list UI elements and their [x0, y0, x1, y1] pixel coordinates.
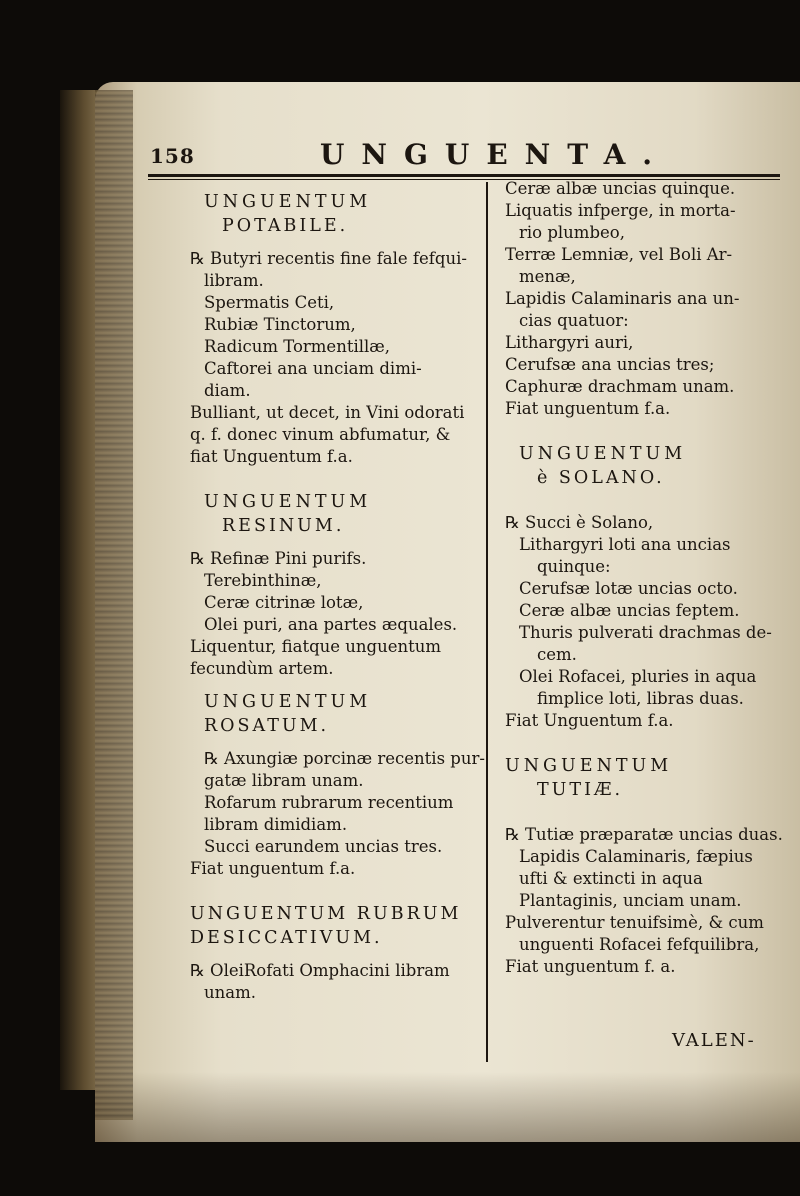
- text-line: Cerufsæ lotæ uncias octo.: [519, 579, 738, 598]
- section-heading: UNGUENTUM: [519, 444, 687, 464]
- text-line: Ceræ albæ uncias feptem.: [519, 601, 740, 620]
- section-heading: UNGUENTUM: [204, 192, 372, 212]
- text-line: quinque:: [537, 557, 611, 576]
- text-line: ℞ Axungiæ porcinæ recentis pur-: [204, 749, 485, 768]
- spacer: [505, 802, 780, 824]
- text-line: Thuris pulverati drachmas de-: [519, 623, 772, 642]
- spacer: [505, 420, 780, 442]
- text-line: ℞ Succi è Solano,: [505, 513, 654, 532]
- text-line: Caphuræ drachmam unam.: [505, 377, 735, 396]
- text-line: Terræ Lemniæ, vel Boli Ar-: [505, 245, 733, 264]
- text-line: Fiat Unguentum f.a.: [505, 711, 674, 730]
- text-line: Liquatis infperge, in morta-: [505, 201, 736, 220]
- text-line: Cerufsæ ana uncias tres;: [505, 355, 715, 374]
- spacer: [505, 490, 780, 512]
- text-line: ℞ Refinæ Pini purifs.: [190, 549, 367, 568]
- text-line: Lapidis Calaminaris ana un-: [505, 289, 740, 308]
- text-line: Spermatis Ceti,: [204, 293, 335, 312]
- spacer: [190, 880, 480, 902]
- section-heading: DESICCATIVUM.: [190, 928, 383, 948]
- text-line: Fiat unguentum f.a.: [190, 859, 356, 878]
- section-heading: RESINUM.: [222, 516, 345, 536]
- section-heading: UNGUENTUM: [204, 492, 372, 512]
- text-line: fecundùm artem.: [190, 659, 334, 678]
- text-line: ℞ OleiRofati Omphacini libram: [190, 961, 450, 980]
- text-line: Ceræ citrinæ lotæ,: [204, 593, 364, 612]
- text-line: fimplice loti, libras duas.: [537, 689, 744, 708]
- text-line: Plantaginis, unciam unam.: [519, 891, 742, 910]
- text-line: Ceræ albæ uncias quinque.: [505, 179, 736, 198]
- text-line: Terebinthinæ,: [204, 571, 322, 590]
- page-header: [150, 138, 790, 178]
- catchword: VALEN-: [672, 1030, 756, 1051]
- text-line: gatæ libram unam.: [204, 771, 364, 790]
- text-line: Fiat unguentum f.a.: [505, 399, 671, 418]
- text-line: cias quatuor:: [519, 311, 629, 330]
- left-column: [190, 190, 485, 1004]
- section-heading: UNGUENTUM RUBRUM: [190, 904, 462, 924]
- text-line: cem.: [537, 645, 577, 664]
- column-divider: [486, 182, 488, 1062]
- text-line: Caftorei ana unciam dimi-: [204, 359, 422, 378]
- section-heading: UNGUENTUM: [505, 756, 673, 776]
- text-line: Lithargyri auri,: [505, 333, 634, 352]
- text-line: Liquentur, fiatque unguentum: [190, 637, 442, 656]
- running-title: UNGUENTA.: [320, 138, 670, 171]
- text-line: Rubiæ Tinctorum,: [204, 315, 356, 334]
- spacer: [190, 468, 480, 490]
- section-heading: è SOLANO.: [537, 468, 665, 488]
- text-line: rio plumbeo,: [519, 223, 625, 242]
- text-line: Lapidis Calaminaris, fæpius: [519, 847, 753, 866]
- section-heading: POTABILE.: [222, 216, 349, 236]
- text-line: Pulverentur tenuifsimè, & cum: [505, 913, 764, 932]
- text-line: Radicum Tormentillæ,: [204, 337, 391, 356]
- section-heading: UNGUENTUM: [204, 692, 372, 712]
- text-line: Fiat unguentum f. a.: [505, 957, 676, 976]
- header-rule-top: [148, 174, 780, 177]
- right-column: [505, 178, 783, 978]
- spacer: [190, 538, 480, 548]
- text-line: libram.: [204, 271, 264, 290]
- text-line: unam.: [204, 983, 256, 1002]
- text-line: diam.: [204, 381, 251, 400]
- text-line: Rofarum rubrarum recentium: [204, 793, 454, 812]
- text-line: fiat Unguentum f.a.: [190, 447, 353, 466]
- section-heading: TUTIÆ.: [537, 780, 624, 800]
- text-line: menæ,: [519, 267, 576, 286]
- text-line: Lithargyri loti ana uncias: [519, 535, 731, 554]
- book-binding: [95, 90, 133, 1120]
- text-line: Olei Rofacei, pluries in aqua: [519, 667, 757, 686]
- spacer: [190, 238, 480, 248]
- text-line: Olei puri, ana partes æquales.: [204, 615, 458, 634]
- text-line: ℞ Tutiæ præparatæ uncias duas.: [505, 825, 783, 844]
- spacer: [505, 732, 780, 754]
- page-number: 158: [150, 144, 195, 168]
- spacer: [190, 950, 480, 960]
- spacer: [190, 738, 480, 748]
- text-line: Bulliant, ut decet, in Vini odorati: [190, 403, 465, 422]
- spacer: [190, 680, 480, 690]
- text-line: unguenti Rofacei fefquilibra,: [519, 935, 760, 954]
- text-line: libram dimidiam.: [204, 815, 348, 834]
- section-heading: ROSATUM.: [204, 716, 330, 736]
- text-line: ufti & extincti in aqua: [519, 869, 703, 888]
- text-line: q. f. donec vinum abfumatur, &: [190, 425, 451, 444]
- text-line: ℞ Butyri recentis fine fale fefqui-: [190, 249, 467, 268]
- text-line: Succi earundem uncias tres.: [204, 837, 443, 856]
